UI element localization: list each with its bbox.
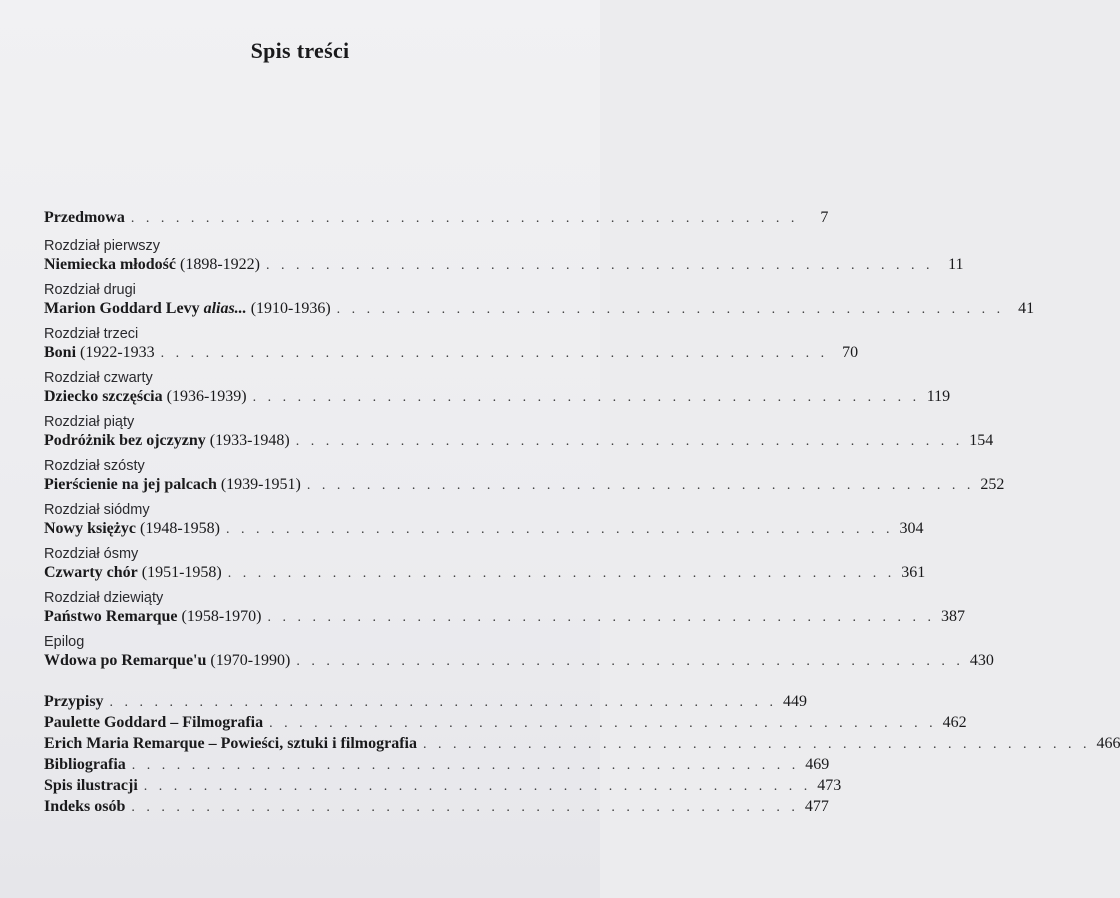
chapter-label: Rozdział siódmy	[44, 502, 150, 518]
chapter-label: Rozdział ósmy	[44, 546, 139, 562]
leader-dots: . . . . . . . . . . . . . . . . . . . . . . . . . . . . . . . . . . . . . . . . . . . . .	[130, 211, 799, 226]
entry-title-bold: Boni	[44, 344, 77, 361]
entry-title-bold: Państwo Remarque	[44, 608, 178, 625]
leader-dots: . . . . . . . . . . . . . . . . . . . . . . . . . . . . . . . . . . . . . . . . . . . . .	[336, 302, 1005, 317]
chapter-label: Rozdział szósty	[44, 458, 145, 474]
leader-dots: . . . . . . . . . . . . . . . . . . . . . . . . . . . . . . . . . . . . . . . . . . . . .	[131, 800, 799, 815]
entry-title-bold: Przypisy	[44, 693, 104, 710]
toc-backmatter-entry	[44, 713, 967, 734]
toc-entry	[44, 545, 926, 584]
page-number: 449	[783, 693, 808, 710]
entry-title	[44, 776, 138, 796]
toc-entry	[44, 589, 965, 628]
entry-title	[44, 607, 261, 627]
entry-title	[44, 755, 126, 775]
entry-title-bold: Pierścienie na jej palcach	[44, 476, 217, 493]
toc-backmatter-entry	[44, 692, 808, 713]
page-number: 387	[940, 608, 965, 625]
entry-title	[44, 519, 220, 539]
page-title: Spis treści	[250, 38, 350, 63]
toc-entry	[44, 369, 951, 408]
entry-title-italic: alias...	[203, 300, 247, 317]
leader-dots: . . . . . . . . . . . . . . . . . . . . . . . . . . . . . . . . . . . . . . . . . . . . .	[227, 566, 896, 581]
entry-title-dates: (1951-1958)	[137, 564, 222, 581]
entry-title-dates: (1898-1922)	[175, 256, 260, 273]
entry-title	[44, 797, 125, 817]
entry-title-bold: Erich Maria Remarque – Powieści, sztuki i filmografia	[44, 735, 417, 752]
entry-title	[44, 713, 263, 733]
chapter-label: Epilog	[44, 634, 85, 650]
page-number: 466	[1096, 735, 1120, 752]
toc-backmatter-entry	[44, 734, 1120, 755]
leader-dots: . . . . . . . . . . . . . . . . . . . . . . . . . . . . . . . . . . . . . . . . . . . . .	[143, 779, 812, 794]
entry-title-bold: Bibliografia	[44, 756, 126, 773]
chapter-label: Rozdział pierwszy	[44, 238, 161, 254]
entry-title	[44, 563, 222, 583]
page-number: 119	[926, 388, 951, 405]
entry-title	[44, 387, 247, 407]
toc-backmatter-entry	[44, 776, 842, 797]
table-of-contents	[44, 208, 1120, 818]
entry-title	[44, 299, 331, 319]
page-number: 469	[805, 756, 830, 773]
chapter-label: Rozdział piąty	[44, 414, 135, 430]
entry-title-bold: Spis ilustracji	[44, 777, 138, 794]
entry-title	[44, 255, 260, 275]
leader-dots: . . . . . . . . . . . . . . . . . . . . . . . . . . . . . . . . . . . . . . . . . . . . .	[225, 522, 894, 537]
leader-dots: . . . . . . . . . . . . . . . . . . . . . . . . . . . . . . . . . . . . . . . . . . . . .	[252, 390, 921, 405]
entry-title-dates: (1948-1958)	[135, 520, 220, 537]
leader-dots: . . . . . . . . . . . . . . . . . . . . . . . . . . . . . . . . . . . . . . . . . . . . .	[267, 610, 935, 625]
page-number: 473	[817, 777, 842, 794]
page-number: 11	[948, 256, 964, 273]
toc-entry	[44, 208, 829, 229]
leader-dots: . . . . . . . . . . . . . . . . . . . . . . . . . . . . . . . . . . . . . . . . . . . . .	[296, 654, 964, 669]
leader-dots: . . . . . . . . . . . . . . . . . . . . . . . . . . . . . . . . . . . . . . . . . . . . .	[109, 695, 778, 710]
entry-title-dates: (1933-1948)	[205, 432, 290, 449]
leader-dots: . . . . . . . . . . . . . . . . . . . . . . . . . . . . . . . . . . . . . . . . . . . . .	[295, 434, 964, 449]
leader-dots: . . . . . . . . . . . . . . . . . . . . . . . . . . . . . . . . . . . . . . . . . . . . .	[306, 478, 975, 493]
entry-title-bold: Przedmowa	[44, 209, 125, 226]
toc-entry	[44, 413, 994, 452]
leader-dots: . . . . . . . . . . . . . . . . . . . . . . . . . . . . . . . . . . . . . . . . . . . . .	[265, 258, 934, 273]
page-number: 70	[842, 344, 859, 361]
leader-dots: . . . . . . . . . . . . . . . . . . . . . . . . . . . . . . . . . . . . . . . . . . . . .	[269, 716, 937, 731]
page-number: 41	[1018, 300, 1035, 317]
entry-title-bold: Niemiecka młodość	[44, 256, 176, 273]
section-gap	[44, 672, 570, 692]
entry-title-dates: (1958-1970)	[177, 608, 262, 625]
entry-title	[44, 651, 290, 671]
entry-title-bold: Podróżnik bez ojczyzny	[44, 432, 206, 449]
entry-title-dates: (1970-1990)	[206, 652, 291, 669]
toc-entry	[44, 281, 1035, 320]
entry-title-dates: (1922-1933	[76, 344, 155, 361]
leader-dots: . . . . . . . . . . . . . . . . . . . . . . . . . . . . . . . . . . . . . . . . . . . . .	[131, 758, 800, 773]
toc-entry	[44, 633, 994, 672]
chapter-label: Rozdział czwarty	[44, 370, 153, 386]
leader-dots: . . . . . . . . . . . . . . . . . . . . . . . . . . . . . . . . . . . . . . . . . . . . .	[160, 346, 829, 361]
entry-title-bold: Marion Goddard Levy	[44, 300, 204, 317]
entry-title-bold: Dziecko szczęścia	[44, 388, 163, 405]
page-number: 430	[969, 652, 994, 669]
page-number: 477	[804, 798, 829, 815]
entry-title-dates: (1939-1951)	[216, 476, 301, 493]
chapter-label: Rozdział drugi	[44, 282, 136, 298]
page-number: 252	[980, 476, 1005, 493]
entry-title-bold: Czwarty chór	[44, 564, 138, 581]
entry-title	[44, 208, 125, 228]
entry-title	[44, 431, 290, 451]
entry-title	[44, 734, 417, 754]
toc-backmatter-entry	[44, 755, 830, 776]
entry-title-bold: Paulette Goddard – Filmografia	[44, 714, 264, 731]
entry-title	[44, 475, 301, 495]
page-number: 304	[899, 520, 924, 537]
toc-entry	[44, 237, 964, 276]
entry-title-bold: Indeks osób	[44, 798, 126, 815]
chapter-label: Rozdział dziewiąty	[44, 590, 164, 606]
leader-dots: . . . . . . . . . . . . . . . . . . . . . . . . . . . . . . . . . . . . . . . . . . . . .	[422, 737, 1091, 752]
page-number: 462	[942, 714, 967, 731]
toc-entry	[44, 457, 1005, 496]
page-number: 154	[969, 432, 994, 449]
toc-entry	[44, 325, 859, 364]
entry-title-bold: Nowy księżyc	[44, 520, 136, 537]
entry-title-dates: (1910-1936)	[246, 300, 331, 317]
entry-title	[44, 343, 155, 363]
page-number: 7	[820, 209, 829, 226]
entry-title-dates: (1936-1939)	[162, 388, 247, 405]
page-number: 361	[901, 564, 926, 581]
chapter-label: Rozdział trzeci	[44, 326, 139, 342]
entry-title	[44, 692, 104, 712]
entry-title-bold: Wdowa po Remarque'u	[44, 652, 207, 669]
toc-entry	[44, 501, 924, 540]
toc-backmatter-entry	[44, 797, 829, 818]
